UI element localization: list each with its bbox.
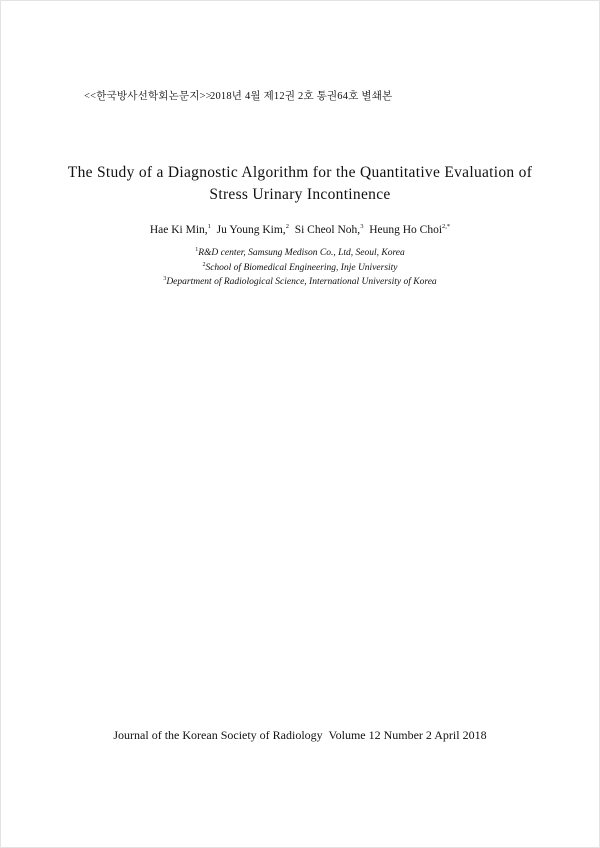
author-affil-mark: 3 <box>360 223 364 230</box>
author-affil-mark: 2,* <box>442 223 451 230</box>
affiliation-text: School of Biomedical Engineering, Inje University <box>205 263 398 273</box>
journal-footer <box>0 728 600 743</box>
paper-title <box>40 162 560 206</box>
journal-name: Journal of the Korean Society of Radiology <box>113 728 323 742</box>
title-line-2: Stress Urinary Incontinence <box>209 186 391 203</box>
author-affil-mark: 2 <box>285 223 289 230</box>
affiliation-mark: 2 <box>202 262 206 268</box>
affiliation <box>0 262 600 273</box>
author-name: Heung Ho Choi <box>369 224 443 236</box>
volume-info: Volume 12 Number 2 April 2018 <box>328 728 487 742</box>
affiliation-text: Department of Radiological Science, International University of Korea <box>166 277 437 287</box>
affiliation <box>0 276 600 287</box>
author-name: Hae Ki Min, <box>149 224 208 236</box>
affiliation-text: R&D center, Samsung Medison Co., Ltd, Seoul, Korea <box>198 248 405 258</box>
author-list <box>0 223 600 236</box>
reprint-header <box>0 88 600 121</box>
author-name: Si Cheol Noh, <box>294 224 361 236</box>
affiliation <box>0 247 600 258</box>
affiliation-mark: 1 <box>195 247 199 253</box>
title-line-1: The Study of a Diagnostic Algorithm for the Quantitative Evaluation of <box>67 164 533 181</box>
author-name: Ju Young Kim, <box>216 224 286 236</box>
author-affil-mark: 1 <box>207 223 211 230</box>
issue-info: 2018년 4월 제12권 2호 통권64호 별쇄본 <box>210 91 393 102</box>
affiliation-mark: 3 <box>163 276 167 282</box>
society-tag: <<한국방사선학회논문지>> <box>84 91 212 102</box>
